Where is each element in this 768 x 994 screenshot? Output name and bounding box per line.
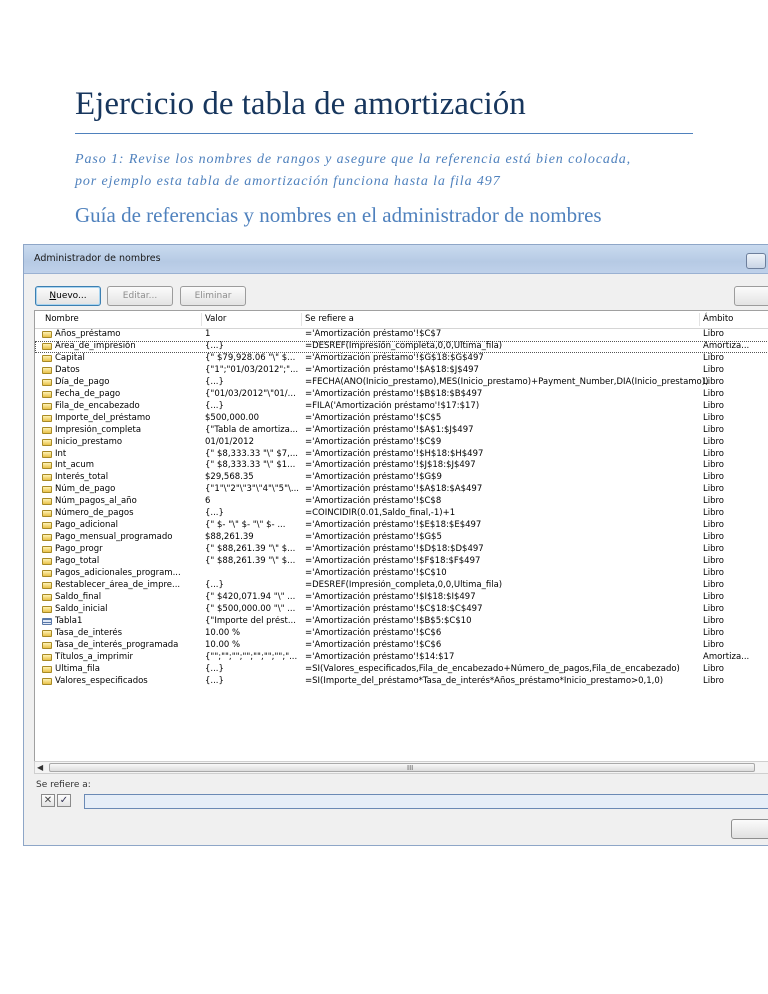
list-item[interactable] (35, 437, 768, 449)
list-item[interactable] (35, 556, 768, 568)
named-range-icon (42, 391, 52, 398)
item-name: Títulos_a_imprimir (55, 651, 134, 662)
item-name: Fila_de_encabezado (55, 400, 140, 411)
item-refers-to: ='Amortización préstamo'!$A$18:$A$497 (305, 484, 483, 495)
named-range-icon (42, 331, 52, 338)
named-range-icon (42, 439, 52, 446)
list-item[interactable] (35, 377, 768, 389)
item-refers-to: ='Amortización préstamo'!$G$18:$G$497 (305, 352, 484, 363)
item-value: {...} (205, 579, 224, 590)
named-range-icon (42, 343, 52, 350)
list-item[interactable] (35, 389, 768, 401)
item-value: {" $88,261.39 "\" $... (205, 544, 296, 555)
list-item[interactable] (35, 460, 768, 472)
list-item[interactable] (35, 544, 768, 556)
list-item[interactable] (35, 484, 768, 496)
item-scope: Amortiza... (703, 651, 750, 662)
item-scope: Libro (703, 400, 725, 411)
item-name: Capital (55, 352, 85, 363)
item-value: {" $8,333.33 "\" $1... (205, 460, 296, 471)
list-item[interactable] (35, 449, 768, 461)
new-button[interactable] (35, 286, 101, 306)
item-value: {" $500,000.00 "\" ... (205, 603, 296, 614)
named-range-icon (42, 594, 52, 601)
item-name: Restablecer_área_de_impre... (55, 579, 181, 590)
item-name: Día_de_pago (55, 376, 110, 387)
item-scope: Libro (703, 675, 725, 686)
item-refers-to: =COINCIDIR(0.01,Saldo_final,-1)+1 (305, 508, 456, 519)
item-value: {" $420,071.94 "\" ... (205, 591, 296, 602)
item-refers-to: =FILA('Amortización préstamo'!$17:$17) (305, 400, 480, 411)
item-value: {"Importe del prést... (205, 615, 296, 626)
item-scope: Libro (703, 520, 725, 531)
named-range-icon (42, 558, 52, 565)
named-range-icon (42, 474, 52, 481)
item-refers-to: ='Amortización préstamo'!$H$18:$H$497 (305, 448, 484, 459)
name-manager-dialog (23, 244, 768, 846)
column-header-refers[interactable]: Se refiere a (305, 314, 354, 324)
item-refers-to: ='Amortización préstamo'!$C$8 (305, 496, 442, 507)
dialog-title: Administrador de nombres (34, 253, 161, 264)
refers-to-input[interactable] (84, 794, 768, 809)
item-value: {...} (205, 400, 224, 411)
named-range-icon (42, 630, 52, 637)
item-value: {" $79,928.06 "\" $... (205, 352, 296, 363)
item-scope: Libro (703, 352, 725, 363)
item-refers-to: =DESREF(Impresión_completa,0,0,Última_fila) (305, 340, 503, 351)
filter-button[interactable] (734, 286, 768, 306)
list-header (35, 311, 768, 329)
item-value: 01/01/2012 (205, 436, 254, 447)
cancel-icon[interactable]: ✕ (41, 794, 55, 807)
named-range-icon (42, 498, 52, 505)
named-range-icon (42, 654, 52, 661)
item-refers-to: ='Amortización préstamo'!$C$10 (305, 568, 447, 578)
confirm-icon[interactable]: ✓ (57, 794, 71, 807)
item-scope: Libro (703, 663, 725, 674)
item-name: Valores_especificados (55, 675, 148, 686)
list-item[interactable] (35, 652, 768, 664)
item-scope: Libro (703, 508, 725, 519)
item-value: {...} (205, 663, 224, 674)
list-item[interactable] (35, 496, 768, 508)
column-header-name[interactable]: Nombre (45, 314, 79, 324)
named-range-icon (42, 379, 52, 386)
document-subtitle (75, 149, 715, 193)
horizontal-scrollbar[interactable] (34, 761, 768, 774)
item-scope: Libro (703, 412, 725, 423)
item-refers-to: =SI(Valores_especificados,Fila_de_encabezado+Número_de_pagos,Fila_de_encabezado) (305, 663, 680, 674)
item-scope: Libro (703, 484, 725, 495)
item-name: Inicio_prestamo (55, 436, 123, 447)
table-icon (42, 618, 52, 625)
item-scope: Libro (703, 639, 725, 650)
item-refers-to: ='Amortización préstamo'!$B$18:$B$497 (305, 388, 483, 399)
item-refers-to: ='Amortización préstamo'!$C$9 (305, 436, 442, 447)
item-name: Saldo_inicial (55, 603, 108, 614)
item-refers-to: =FECHA(AÑO(Inicio_prestamo),MES(Inicio_prestamo)+Payment_Number,DIA(Inicio_prestamo)) (305, 376, 709, 387)
subtitle-line-2: por ejemplo esta tabla de amortización funciona hasta la fila 497 (75, 174, 501, 189)
item-refers-to: ='Amortización préstamo'!$J$18:$J$497 (305, 460, 476, 471)
document-title: Ejercicio de tabla de amortización (75, 86, 526, 122)
item-name: Datos (55, 364, 80, 375)
close-button[interactable] (731, 819, 768, 839)
item-scope: Libro (703, 364, 725, 375)
item-name: Pago_adicional (55, 520, 118, 531)
item-value: $88,261.39 (205, 532, 254, 543)
column-divider[interactable] (699, 313, 700, 326)
item-refers-to: ='Amortización préstamo'!$I$18:$I$497 (305, 591, 476, 602)
item-name: Años_préstamo (55, 329, 121, 339)
item-name: Pagos_adicionales_program... (55, 568, 181, 578)
names-list[interactable] (34, 310, 768, 772)
item-scope: Libro (703, 388, 725, 399)
item-value: {" $8,333.33 "\" $7,... (205, 448, 298, 459)
item-scope: Libro (703, 579, 725, 590)
list-item[interactable] (35, 676, 768, 688)
item-name: Impresión_completa (55, 424, 142, 435)
list-item[interactable] (35, 413, 768, 425)
named-range-icon (42, 522, 52, 529)
item-name: Número_de_pagos (55, 508, 134, 519)
item-name: Importe_del_préstamo (55, 412, 151, 423)
item-scope: Libro (703, 376, 725, 387)
named-range-icon (42, 451, 52, 458)
item-scope: Libro (703, 544, 725, 555)
named-range-icon (42, 642, 52, 649)
item-value: 10.00 % (205, 639, 241, 650)
named-range-icon (42, 403, 52, 410)
item-refers-to: =DESREF(Impresión_completa,0,0,Última_fila) (305, 579, 503, 590)
item-scope: Libro (703, 556, 725, 567)
item-value: {" $- "\" $- "\" $- ... (205, 520, 286, 531)
item-value: {"Tabla de amortiza... (205, 424, 298, 435)
named-range-icon (42, 678, 52, 685)
item-refers-to: ='Amortización préstamo'!$C$7 (305, 329, 442, 339)
item-name: Tasa_de_interés_programada (55, 639, 179, 650)
item-value: {"";"";"";"";"";"";"";"... (205, 651, 298, 662)
item-value: 1 (205, 329, 211, 339)
item-value: $29,568.35 (205, 472, 254, 483)
named-range-icon (42, 415, 52, 422)
list-item[interactable] (35, 401, 768, 413)
named-range-icon (42, 462, 52, 469)
named-range-icon (42, 355, 52, 362)
list-item[interactable] (35, 604, 768, 616)
list-item[interactable] (35, 472, 768, 484)
title-rule (75, 133, 693, 134)
list-item[interactable] (35, 580, 768, 592)
item-refers-to: ='Amortización préstamo'!$A$18:$J$497 (305, 364, 479, 375)
item-scope: Libro (703, 568, 725, 578)
item-name: Tabla1 (55, 615, 83, 626)
section-heading: Guía de referencias y nombres en el administrador de nombres (75, 203, 602, 227)
item-scope: Libro (703, 472, 725, 483)
item-value: {...} (205, 376, 224, 387)
window-control-button[interactable] (746, 253, 766, 269)
item-scope: Libro (703, 615, 725, 626)
named-range-icon (42, 367, 52, 374)
item-scope: Libro (703, 532, 725, 543)
item-scope: Libro (703, 603, 725, 614)
list-item[interactable] (35, 592, 768, 604)
item-value: {...} (205, 508, 224, 519)
item-name: Int_acum (55, 460, 95, 471)
item-name: Área_de_impresión (55, 340, 136, 351)
item-value: 10.00 % (205, 627, 241, 638)
item-name: Fecha_de_pago (55, 388, 121, 399)
item-value: 6 (205, 496, 211, 507)
item-name: Última_fila (55, 663, 100, 674)
item-scope: Libro (703, 627, 725, 638)
scroll-left-icon[interactable]: ◀ (37, 763, 44, 772)
edit-button[interactable]: Editar... (107, 286, 173, 306)
item-name: Pago_total (55, 556, 100, 567)
named-range-icon (42, 486, 52, 493)
item-name: Núm_pagos_al_año (55, 496, 137, 507)
item-name: Int (55, 448, 67, 459)
list-item[interactable] (35, 365, 768, 377)
item-scope: Libro (703, 591, 725, 602)
item-name: Núm_de_pago (55, 484, 116, 495)
item-name: Pago_mensual_programado (55, 532, 173, 543)
item-scope: Libro (703, 424, 725, 435)
item-refers-to: ='Amortización préstamo'!$14:$17 (305, 651, 455, 662)
item-refers-to: ='Amortización préstamo'!$G$9 (305, 472, 442, 483)
named-range-icon (42, 606, 52, 613)
column-header-value[interactable]: Valor (205, 314, 227, 324)
list-item[interactable] (35, 520, 768, 532)
list-item[interactable] (35, 640, 768, 652)
item-scope: Libro (703, 496, 725, 507)
item-scope: Libro (703, 436, 725, 447)
named-range-icon (42, 510, 52, 517)
item-scope: Libro (703, 448, 725, 459)
item-refers-to: ='Amortización préstamo'!$C$18:$C$497 (305, 603, 483, 614)
list-item[interactable] (35, 616, 768, 628)
item-value: {"1"\"2"\"3"\"4"\"5"\... (205, 484, 299, 495)
item-refers-to: ='Amortización préstamo'!$C$6 (305, 627, 442, 638)
column-divider[interactable] (301, 313, 302, 326)
list-item[interactable] (35, 329, 768, 341)
new-button-accel: N (49, 291, 57, 301)
scrollbar-grip: III (407, 764, 414, 772)
list-item[interactable] (35, 664, 768, 676)
named-range-icon (42, 534, 52, 541)
item-scope: Amortiza... (703, 340, 750, 351)
new-button-label: uevo... (56, 291, 87, 301)
item-refers-to: ='Amortización préstamo'!$C$5 (305, 412, 442, 423)
subtitle-line-1: Paso 1: Revise los nombres de rangos y asegure que la referencia está bien colocada, (75, 152, 632, 167)
item-name: Pago_progr (55, 544, 103, 555)
column-divider[interactable] (201, 313, 202, 326)
item-value: {"1";"01/03/2012";"... (205, 364, 299, 375)
named-range-icon (42, 427, 52, 434)
item-refers-to: =SI(Importe_del_préstamo*Tasa_de_interés*Años_préstamo*Inicio_prestamo>0,1,0) (305, 675, 664, 686)
item-refers-to: ='Amortización préstamo'!$E$18:$E$497 (305, 520, 482, 531)
dialog-titlebar[interactable] (24, 245, 768, 274)
list-item[interactable] (35, 341, 768, 353)
list-item[interactable] (35, 628, 768, 640)
item-name: Saldo_final (55, 591, 102, 602)
item-value: {"01/03/2012"\"01/... (205, 388, 296, 399)
list-item[interactable] (35, 425, 768, 437)
named-range-icon (42, 546, 52, 553)
named-range-icon (42, 582, 52, 589)
scrollbar-thumb[interactable] (49, 763, 755, 772)
item-name: Interés_total (55, 472, 109, 483)
item-refers-to: ='Amortización préstamo'!$B$5:$C$10 (305, 615, 472, 626)
item-refers-to: ='Amortización préstamo'!$G$5 (305, 532, 442, 543)
item-scope: Libro (703, 460, 725, 471)
item-refers-to: ='Amortización préstamo'!$F$18:$F$497 (305, 556, 481, 567)
item-refers-to: ='Amortización préstamo'!$D$18:$D$497 (305, 544, 484, 555)
item-value: {...} (205, 340, 224, 351)
column-header-scope[interactable]: Ámbito (703, 314, 734, 324)
item-refers-to: ='Amortización préstamo'!$A$1:$J$497 (305, 424, 474, 435)
item-refers-to: ='Amortización préstamo'!$C$6 (305, 639, 442, 650)
item-value: {" $88,261.39 "\" $... (205, 556, 296, 567)
list-item[interactable] (35, 353, 768, 365)
delete-button[interactable]: Eliminar (180, 286, 246, 306)
list-item[interactable] (35, 508, 768, 520)
named-range-icon (42, 666, 52, 673)
list-item[interactable] (35, 532, 768, 544)
item-value: {...} (205, 675, 224, 686)
item-scope: Libro (703, 329, 725, 339)
item-value: $500,000.00 (205, 412, 260, 423)
refers-to-label: Se refiere a: (36, 780, 91, 790)
named-range-icon (42, 570, 52, 577)
list-item[interactable] (35, 568, 768, 580)
item-name: Tasa_de_interés (55, 627, 123, 638)
